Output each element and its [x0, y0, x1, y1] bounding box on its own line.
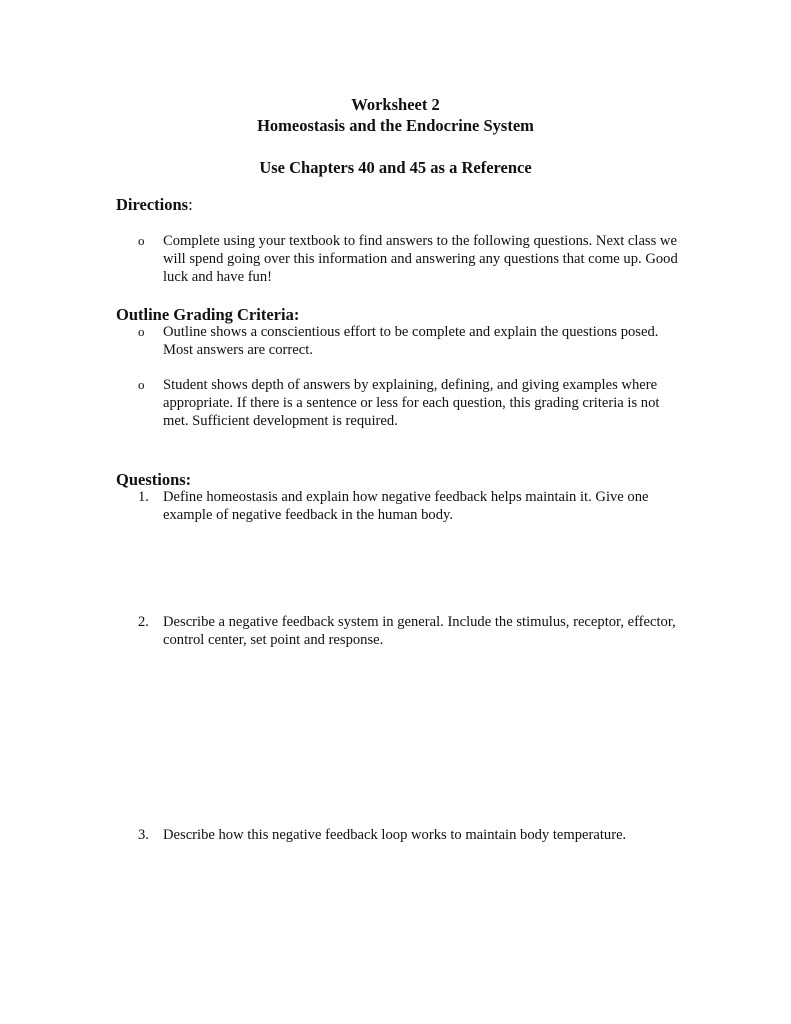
- directions-heading-label: Directions: [116, 195, 189, 214]
- question-text: Define homeostasis and explain how negative feedback helps maintain it. Give one example of negative feedback in the human body.: [163, 489, 649, 523]
- question-item: [138, 613, 678, 649]
- grading-item-text: Outline shows a conscientious effort to be complete and explain the questions posed. Most answers are correct.: [163, 324, 659, 358]
- questions-heading: Questions:: [116, 470, 192, 489]
- grading-item: [138, 323, 678, 359]
- question-number: 1.: [138, 489, 149, 505]
- question-number: 3.: [138, 827, 149, 843]
- grading-item-text: Student shows depth of answers by explaining, defining, and giving examples where appropriate. If there is a sentence or less for each question, this grading criteria is not met. Sufficient development is required.: [163, 377, 660, 429]
- directions-item-text: Complete using your textbook to find answers to the following questions. Next class we will spend going over this information and answering any questions that come up. Good luck and have fun!: [163, 233, 678, 285]
- question-text: Describe a negative feedback system in general. Include the stimulus, receptor, effector, control center, set point and response.: [163, 614, 676, 648]
- reference-line: Use Chapters 40 and 45 as a Reference: [259, 158, 532, 177]
- directions-heading-colon: :: [188, 195, 193, 214]
- worksheet-title: Worksheet 2: [351, 95, 440, 114]
- grading-item: [138, 376, 678, 430]
- bullet-marker: o: [138, 233, 145, 248]
- bullet-marker: o: [138, 324, 145, 339]
- question-item: [138, 488, 678, 524]
- question-number: 2.: [138, 614, 149, 630]
- directions-item: [138, 232, 678, 286]
- directions-heading: [116, 195, 193, 215]
- bullet-marker: o: [138, 377, 145, 392]
- question-text: Describe how this negative feedback loop works to maintain body temperature.: [163, 827, 627, 843]
- grading-heading: Outline Grading Criteria:: [116, 305, 300, 324]
- worksheet-subtitle: Homeostasis and the Endocrine System: [257, 116, 534, 135]
- question-item: [138, 826, 678, 844]
